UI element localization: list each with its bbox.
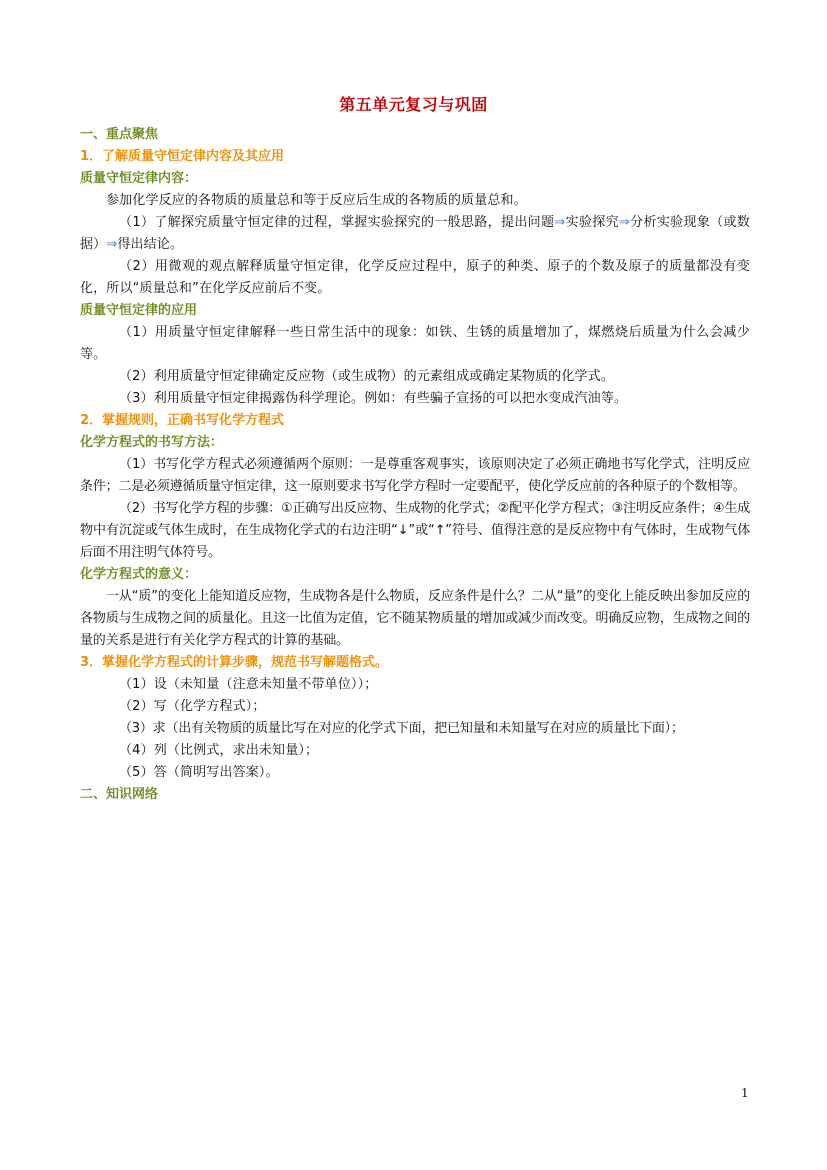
paragraph-definition: 参加化学反应的各物质的质量总和等于反应后生成的各物质的质量总和。 xyxy=(106,193,527,208)
page-number: 1 xyxy=(741,1086,749,1100)
paragraph-equation-meaning: 一从“质”的变化上能知道反应物，生成物各是什么物质，反应条件是什么？二从“量”的变化上能反映出参加反应的各物质与生成物之间的质量化。且这一比值为定值，它不随某物质量的增加或减少而改变。明确反应物，生成物之间的量的关系是进行有关化学方程式的计算的基础。 xyxy=(80,589,750,648)
calculation-step-3: （3）求（出有关物质的质量比写在对应的化学式下面，把已知量和未知量写在对应的质量比下面）； xyxy=(119,721,684,736)
text-segment: 实验探究 xyxy=(565,215,619,230)
text-segment: 得出结论。 xyxy=(117,237,184,252)
paragraph-application-1: （1）用质量守恒定律解释一些日常生活中的现象：如铁、生锈的质量增加了，煤燃烧后质量为什么会减少等。 xyxy=(80,325,750,362)
page-title: 第五单元复习与巩固 xyxy=(339,95,488,114)
calculation-step-5: （5）答（简明写出答案）。 xyxy=(119,765,279,780)
paragraph-writing-principles: （1）书写化学方程式必须遵循两个原则：一是尊重客观事实，该原则决定了必须正确地书写化学式，注明反应条件；二是必须遵循质量守恒定律，这一原则要求书写化学方程时一定要配平，使化学反应前的各种原子的个数相等。 xyxy=(80,457,750,494)
paragraph-application-3: （3）利用质量守恒定律揭露伪科学理论。例如：有些骗子宣扬的可以把水变成汽油等。 xyxy=(119,391,628,406)
topic-heading-calculation-steps: 3．掌握化学方程式的计算步骤，规范书写解题格式。 xyxy=(80,655,389,670)
text-segment: 分析实验现象（或数据） xyxy=(80,215,750,252)
paragraph-exploration-process xyxy=(80,212,750,256)
text-segment: （1）了解探究质量守恒定律的过程，掌握实验探究的一般思路，提出问题 xyxy=(119,215,555,230)
arrow-icon: ⇒ xyxy=(618,215,630,230)
paragraph-application-2: （2）利用质量守恒定律确定反应物（或生成物）的元素组成或确定某物质的化学式。 xyxy=(119,369,614,384)
paragraph-microscopic-view: （2）用微观的观点解释质量守恒定律，化学反应过程中，原子的种类、原子的个数及原子的质量都没有变化，所以“质量总和”在化学反应前后不变。 xyxy=(80,259,750,296)
subheading-law-application: 质量守恒定律的应用 xyxy=(80,303,198,318)
topic-heading-conservation-law: 1．了解质量守恒定律内容及其应用 xyxy=(80,149,285,164)
subheading-law-content: 质量守恒定律内容： xyxy=(80,171,198,186)
calculation-step-1: （1）设（未知量（注意未知量不带单位））； xyxy=(119,677,378,692)
topic-heading-equation-writing: 2．掌握规则，正确书写化学方程式 xyxy=(80,413,285,428)
subheading-writing-method: 化学方程式的书写方法： xyxy=(80,435,224,450)
calculation-step-2: （2）写（化学方程式）； xyxy=(119,699,266,714)
arrow-icon: ⇒ xyxy=(106,237,118,252)
calculation-step-4: （4）列（比例式，求出未知量）； xyxy=(119,743,319,758)
section-heading-key-points: 一、重点聚焦 xyxy=(80,127,159,142)
paragraph-writing-steps: （2）书写化学方程的步骤：①正确写出反应物、生成物的化学式；②配平化学方程式；③注明反应条件；④生成物中有沉淀或气体生成时，在生成物化学式的右边注明“↓”或“↑”符号、值得注意的是反应物中有气体时，生成物气体后面不用注明气体符号。 xyxy=(80,501,750,560)
arrow-icon: ⇒ xyxy=(554,215,566,230)
document-body xyxy=(80,124,750,806)
section-heading-knowledge-network: 二、知识网络 xyxy=(80,787,159,802)
subheading-equation-meaning: 化学方程式的意义： xyxy=(80,567,198,582)
